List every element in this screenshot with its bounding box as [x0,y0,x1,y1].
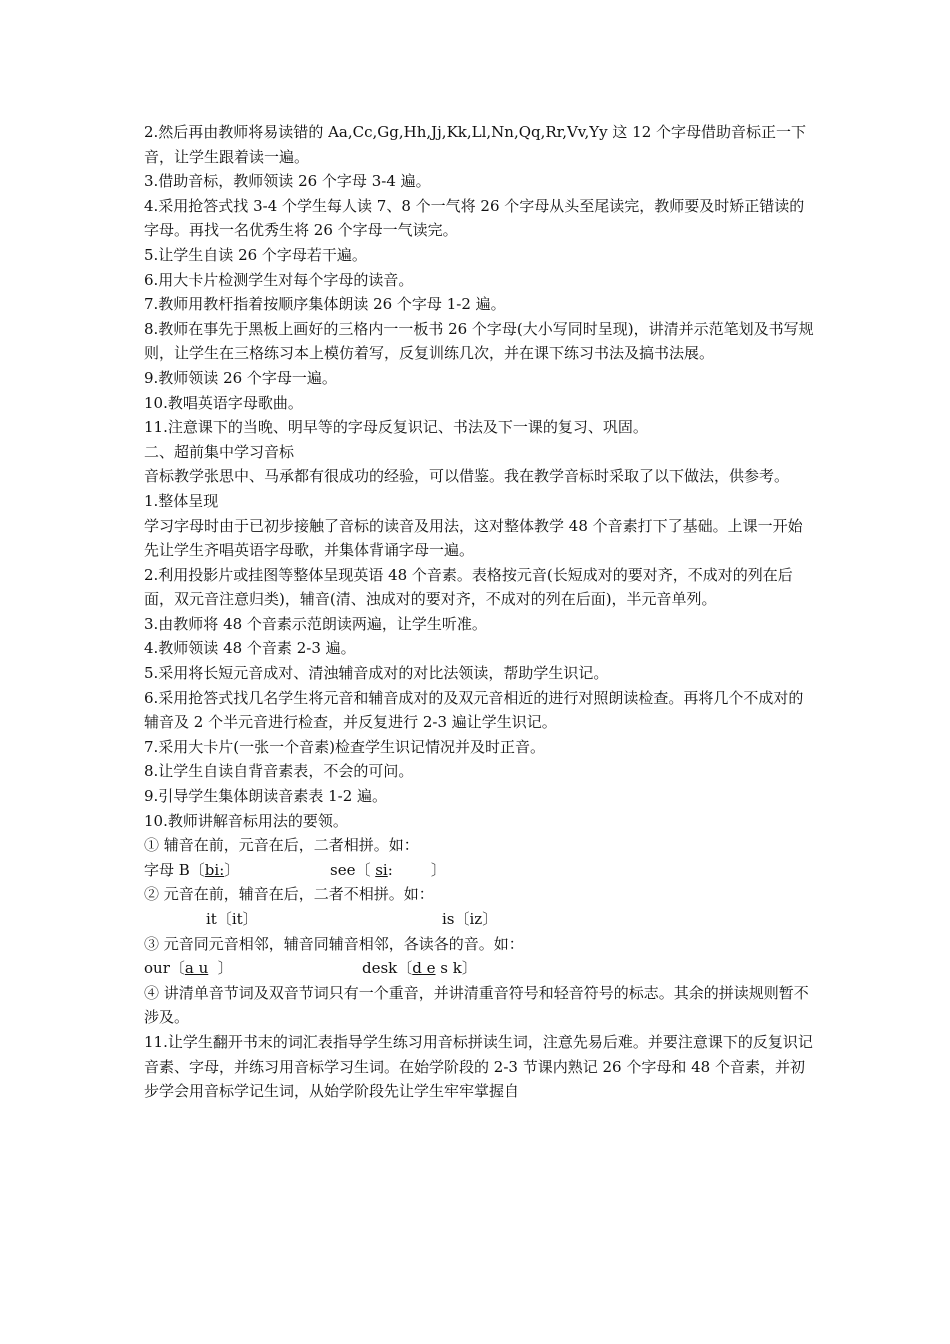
example-it: it〔it〕 [206,910,258,928]
example-text: our〔 [144,959,185,978]
example-text: see〔 [330,860,376,879]
paragraph: 音标教学张思中、马承都有很成功的经验，可以借鉴。我在教学音标时采取了以下做法，供参考。 [144,467,790,486]
example-text: : 〕 [387,860,446,879]
paragraph: 4.采用抢答式找 3-4 个学生每人读 7、8 个一气将 26 个字母从头至尾读完，教师要及时矫正错读的字母。再找一名优秀生将 26 个字母一气读完。 [144,196,805,240]
example-text: desk〔 [362,959,413,978]
example-text: 〕 [208,959,233,978]
paragraph: 2.利用投影片或挂图等整体呈现英语 48 个音素。表格按元音(长短成对的要对齐，不成对的列在后面，双元音注意归类)，辅音(清、浊成对的要对齐，不成对的列在后面)，半元音单列。 [144,565,793,609]
example-text: s k〕 [435,959,477,978]
example-is: is〔iz〕 [442,910,498,928]
example-desk [362,956,477,981]
underlined-phonetic: d e [412,959,436,978]
example-our [144,956,362,981]
paragraph: 5.采用将长短元音成对、清浊辅音成对的对比法领读，帮助学生识记。 [144,664,609,683]
rule-4: ④ 讲清单音节词及双音节词只有一个重音，并讲清重音符号和轻音符号的标志。其余的拼读规则暂不涉及。 [144,983,809,1027]
document-body [144,120,814,1104]
paragraph: 3.由教师将 48 个音素示范朗读两遍，让学生听准。 [144,614,487,633]
rule-2-examples [144,907,814,932]
paragraph: 11.注意课下的当晚、明早等的字母反复识记、书法及下一课的复习、巩固。 [144,418,648,437]
example-text: 字母 B〔 [144,860,205,879]
example-see [330,858,446,883]
paragraph: 11.让学生翻开书末的词汇表指导学生练习用音标拼读生词，注意先易后难。并要注意课下的反复识记音素、字母，并练习用音标学习生词。在始学阶段的 2-3 节课内熟记 26 个字母和 48 个音素，并初步学会用音标学记生词，从始学阶段先让学生牢牢掌握自 [144,1032,813,1101]
paragraph: 4.教师领读 48 个音素 2-3 遍。 [144,639,356,658]
rule-2: ② 元音在前，辅音在后，二者不相拼。如： [144,885,434,904]
paragraph: 8.让学生自读自背音素表，不会的可问。 [144,762,414,781]
paragraph: 10.教唱英语字母歌曲。 [144,393,303,412]
section-heading: 二、超前集中学习音标 [144,442,295,461]
subsection-heading: 1.整体呈现 [144,491,219,510]
paragraph: 9.引导学生集体朗读音素表 1-2 遍。 [144,787,388,806]
example-letter-b [144,858,330,883]
paragraph: 7.教师用教杆指着按顺序集体朗读 26 个字母 1-2 遍。 [144,295,506,314]
example-text: 〕 [224,860,240,879]
paragraph: 8.教师在事先于黑板上画好的三格内一一板书 26 个字母(大小写同时呈现)，讲清并示范笔划及书写规则，让学生在三格练习本上模仿着写，反复训练几次，并在课下练习书法及搞书法展。 [144,319,814,363]
paragraph: 6.用大卡片检测学生对每个字母的读音。 [144,270,414,289]
paragraph: 2.然后再由教师将易读错的 Aa,Cc,Gg,Hh,Jj,Kk,Ll,Nn,Qq,Rr,Vv,Yy 这 12 个字母借助音标正一下音，让学生跟着读一遍。 [144,123,807,166]
paragraph: 7.采用大卡片(一张一个音素)检查学生识记情况并及时正音。 [144,737,546,756]
paragraph: 5.让学生自读 26 个字母若干遍。 [144,245,367,264]
paragraph: 学习字母时由于已初步接触了音标的读音及用法，这对整体教学 48 个音素打下了基础。上课一开始先让学生齐唱英语字母歌，并集体背诵字母一遍。 [144,516,803,560]
rule-3: ③ 元音同元音相邻，辅音同辅音相邻，各读各的音。如： [144,934,524,953]
paragraph: 3.借助音标，教师领读 26 个字母 3-4 遍。 [144,172,431,191]
paragraph: 10.教师讲解音标用法的要领。 [144,811,348,830]
underlined-phonetic: si [375,860,388,879]
rule-3-examples [144,956,814,981]
paragraph: 6.采用抢答式找几名学生将元音和辅音成对的及双元音相近的进行对照朗读检查。再将几个不成对的辅音及 2 个半元音进行检查，并反复进行 2-3 遍让学生识记。 [144,688,804,732]
rule-1: ① 辅音在前，元音在后，二者相拼。如： [144,836,419,855]
paragraph: 9.教师领读 26 个字母一遍。 [144,368,337,387]
underlined-phonetic: bi: [204,860,225,879]
rule-1-examples [144,858,814,883]
underlined-phonetic: a u [184,959,209,978]
